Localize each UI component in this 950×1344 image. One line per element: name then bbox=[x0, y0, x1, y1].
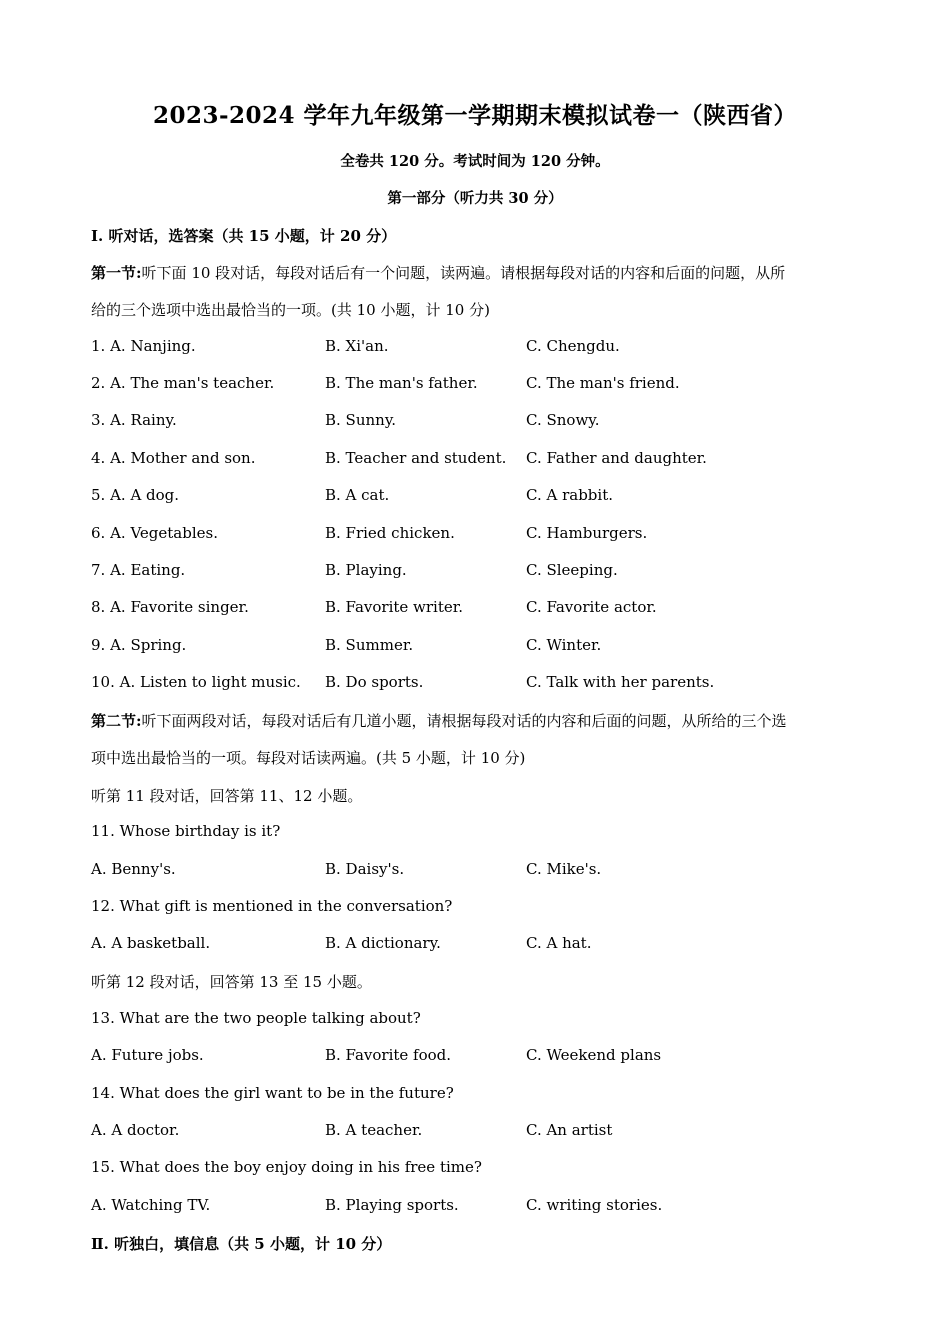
question-row bbox=[0, 934, 950, 954]
question-stem: 15. What does the boy enjoy doing in his free time? bbox=[91, 1158, 482, 1176]
question-row bbox=[0, 673, 950, 693]
option-c: C. writing stories. bbox=[526, 1196, 663, 1214]
dialogue12-intro: 听第 12 段对话，回答第 13 至 15 小题。 bbox=[91, 973, 372, 991]
section2-heading: Ⅱ. 听独白，填信息（共 5 小题，计 10 分） bbox=[91, 1235, 392, 1253]
option-a: 4. A. Mother and son. bbox=[91, 449, 256, 467]
option-a: 1. A. Nanjing. bbox=[91, 337, 196, 355]
subsection2-text-2: 项中选出最恰当的一项。每段对话读两遍。(共 5 小题，计 10 分) bbox=[91, 749, 526, 767]
option-c: C. Talk with her parents. bbox=[526, 673, 715, 691]
option-a: A. A doctor. bbox=[91, 1121, 180, 1139]
question-stem: 14. What does the girl want to be in the future? bbox=[91, 1084, 454, 1102]
option-b: B. Fried chicken. bbox=[325, 524, 455, 542]
question-row bbox=[0, 486, 950, 506]
option-c: C. Father and daughter. bbox=[526, 449, 707, 467]
question-row bbox=[0, 411, 950, 431]
option-c: C. A rabbit. bbox=[526, 486, 613, 504]
option-b: B. Playing sports. bbox=[325, 1196, 459, 1214]
question-row bbox=[0, 1196, 950, 1216]
option-b: B. A dictionary. bbox=[325, 934, 441, 952]
option-b: B. The man's father. bbox=[325, 374, 478, 392]
option-c: C. An artist bbox=[526, 1121, 613, 1139]
subsection2-label: 第二节: bbox=[91, 712, 142, 730]
subsection1-label: 第一节: bbox=[91, 264, 142, 282]
subsection1-text-2: 给的三个选项中选出最恰当的一项。(共 10 小题，计 10 分) bbox=[91, 301, 490, 319]
option-b: B. Favorite writer. bbox=[325, 598, 464, 616]
option-a: 6. A. Vegetables. bbox=[91, 524, 218, 542]
option-b: B. Do sports. bbox=[325, 673, 424, 691]
option-a: A. Watching TV. bbox=[91, 1196, 211, 1214]
option-a: 2. A. The man's teacher. bbox=[91, 374, 275, 392]
option-b: B. Xi'an. bbox=[325, 337, 389, 355]
option-c: C. Weekend plans bbox=[526, 1046, 662, 1064]
option-b: B. Summer. bbox=[325, 636, 414, 654]
question-row bbox=[0, 524, 950, 544]
option-a: A. A basketball. bbox=[91, 934, 211, 952]
option-a: 9. A. Spring. bbox=[91, 636, 187, 654]
option-b: B. Sunny. bbox=[325, 411, 397, 429]
option-b: B. A teacher. bbox=[325, 1121, 423, 1139]
subsection1-text-1: 听下面 10 段对话，每段对话后有一个问题，读两遍。请根据每段对话的内容和后面的问题，从所 bbox=[141, 264, 786, 282]
question-row bbox=[0, 860, 950, 880]
option-c: C. Winter. bbox=[526, 636, 602, 654]
question-row bbox=[0, 1046, 950, 1066]
dialogue11-intro: 听第 11 段对话，回答第 11、12 小题。 bbox=[91, 787, 363, 805]
question-row bbox=[0, 561, 950, 581]
question-row bbox=[0, 598, 950, 618]
option-c: C. Snowy. bbox=[526, 411, 600, 429]
option-a: 7. A. Eating. bbox=[91, 561, 186, 579]
question-stem: 11. Whose birthday is it? bbox=[91, 822, 281, 840]
option-b: B. Daisy's. bbox=[325, 860, 405, 878]
option-a: 3. A. Rainy. bbox=[91, 411, 177, 429]
page-title: 2023-2024 学年九年级第一学期期末模拟试卷一（陕西省） bbox=[152, 102, 798, 129]
question-row bbox=[0, 337, 950, 357]
option-c: C. Hamburgers. bbox=[526, 524, 648, 542]
option-a: 5. A. A dog. bbox=[91, 486, 180, 504]
subsection2-text-1: 听下面两段对话，每段对话后有几道小题，请根据每段对话的内容和后面的问题，从所给的三个选 bbox=[141, 712, 787, 730]
option-a: 10. A. Listen to light music. bbox=[91, 673, 301, 691]
question-stem: 13. What are the two people talking about? bbox=[91, 1009, 421, 1027]
option-a: A. Future jobs. bbox=[91, 1046, 204, 1064]
section1-heading: I. 听对话，选答案（共 15 小题，计 20 分） bbox=[91, 227, 397, 245]
option-c: C. A hat. bbox=[526, 934, 592, 952]
score-info: 全卷共 120 分。考试时间为 120 分钟。 bbox=[340, 153, 610, 170]
option-c: C. Favorite actor. bbox=[526, 598, 657, 616]
part-title: 第一部分（听力共 30 分） bbox=[387, 190, 563, 207]
option-c: C. Mike's. bbox=[526, 860, 602, 878]
option-c: C. The man's friend. bbox=[526, 374, 680, 392]
question-row bbox=[0, 374, 950, 394]
question-row bbox=[0, 1121, 950, 1141]
question-row bbox=[0, 636, 950, 656]
option-a: 8. A. Favorite singer. bbox=[91, 598, 249, 616]
option-c: C. Chengdu. bbox=[526, 337, 620, 355]
option-b: B. Teacher and student. bbox=[325, 449, 507, 467]
option-c: C. Sleeping. bbox=[526, 561, 618, 579]
option-b: B. Favorite food. bbox=[325, 1046, 452, 1064]
option-b: B. Playing. bbox=[325, 561, 407, 579]
subsection2-instruction bbox=[91, 710, 787, 731]
option-a: A. Benny's. bbox=[91, 860, 176, 878]
option-b: B. A cat. bbox=[325, 486, 390, 504]
question-row bbox=[0, 449, 950, 469]
question-stem: 12. What gift is mentioned in the conversation? bbox=[91, 897, 453, 915]
subsection1-instruction bbox=[91, 262, 785, 283]
